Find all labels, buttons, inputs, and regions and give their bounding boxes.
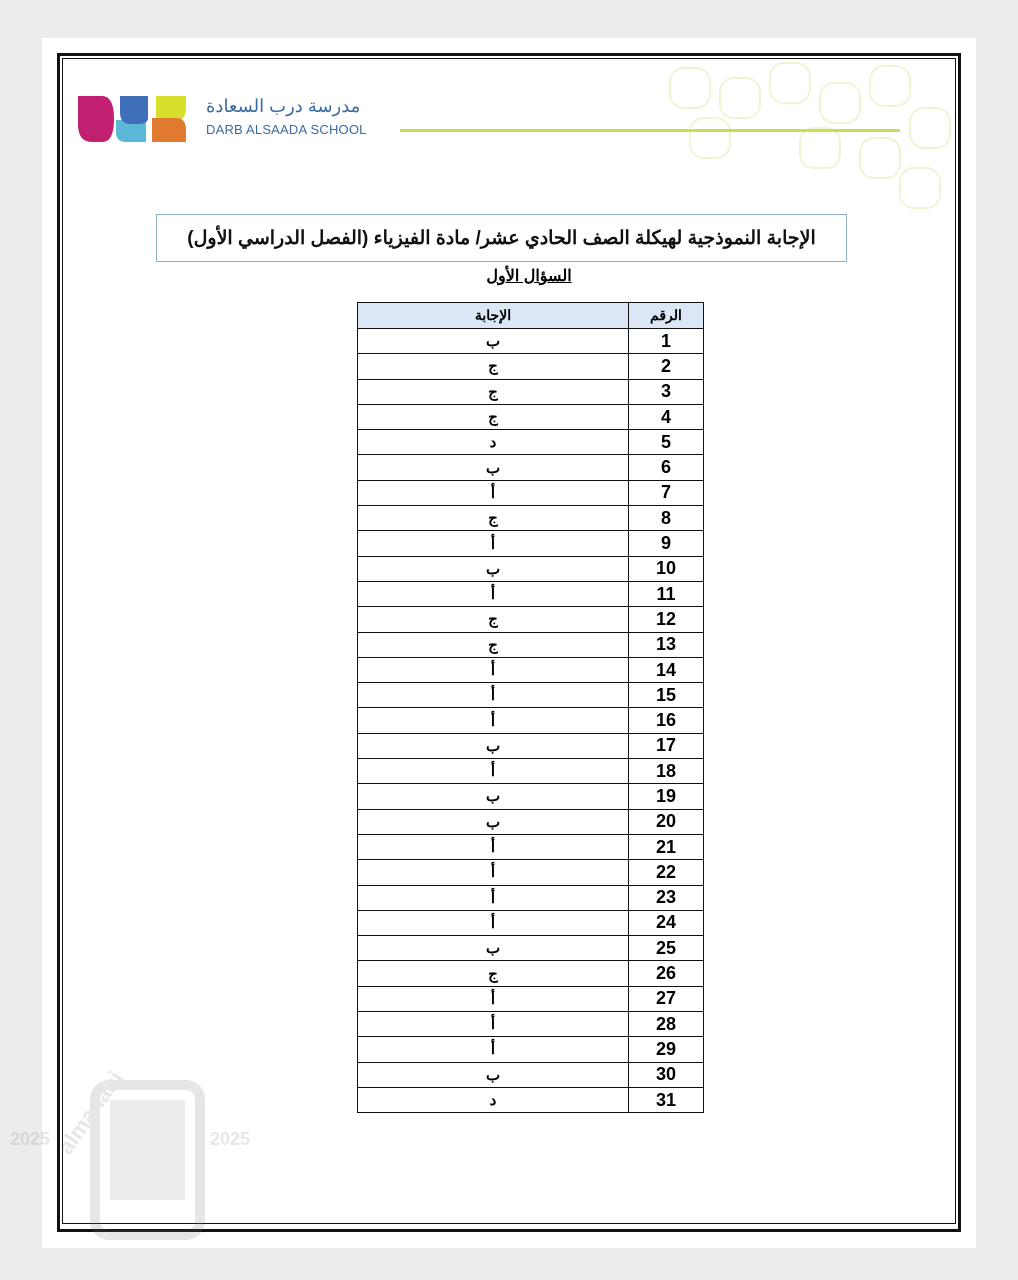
answer-table: [357, 302, 704, 1113]
answer-cell: أ: [358, 860, 629, 885]
answer-cell: أ: [358, 986, 629, 1011]
table-row: [358, 1012, 704, 1037]
table-row: [358, 759, 704, 784]
table-row: [358, 986, 704, 1011]
question-number: 29: [629, 1037, 704, 1062]
table-row: [358, 379, 704, 404]
question-number: 14: [629, 657, 704, 682]
question-number: 26: [629, 961, 704, 986]
answer-cell: أ: [358, 708, 629, 733]
table-row: [358, 885, 704, 910]
answer-cell: ب: [358, 936, 629, 961]
question-number: 11: [629, 581, 704, 606]
question-number: 18: [629, 759, 704, 784]
question-number: 10: [629, 556, 704, 581]
question-number: 6: [629, 455, 704, 480]
answer-cell: ج: [358, 354, 629, 379]
question-number: 21: [629, 834, 704, 859]
table-row: [358, 834, 704, 859]
table-row: [358, 683, 704, 708]
answer-cell: ب: [358, 733, 629, 758]
table-row: [358, 329, 704, 354]
answer-cell: ب: [358, 455, 629, 480]
question-number: 13: [629, 632, 704, 657]
answer-cell: أ: [358, 480, 629, 505]
table-row: [358, 910, 704, 935]
question-number: 9: [629, 531, 704, 556]
table-row: [358, 430, 704, 455]
question-number: 2: [629, 354, 704, 379]
question-number: 5: [629, 430, 704, 455]
question-number: 22: [629, 860, 704, 885]
question-number: 3: [629, 379, 704, 404]
question-number: 24: [629, 910, 704, 935]
question-number: 8: [629, 506, 704, 531]
answer-cell: ج: [358, 632, 629, 657]
question-number: 1: [629, 329, 704, 354]
question-number: 28: [629, 1012, 704, 1037]
question-number: 7: [629, 480, 704, 505]
answer-cell: ب: [358, 329, 629, 354]
table-row: [358, 936, 704, 961]
question-number: 25: [629, 936, 704, 961]
answer-cell: ج: [358, 379, 629, 404]
answer-cell: د: [358, 1087, 629, 1112]
question-number: 27: [629, 986, 704, 1011]
answer-cell: ج: [358, 607, 629, 632]
answer-cell: أ: [358, 683, 629, 708]
answer-cell: أ: [358, 910, 629, 935]
question-number: 31: [629, 1087, 704, 1112]
watermark: [10, 1020, 280, 1270]
answer-cell: أ: [358, 581, 629, 606]
question-number: 4: [629, 404, 704, 429]
header-divider: [400, 129, 900, 132]
answer-cell: ب: [358, 1062, 629, 1087]
table-row: [358, 809, 704, 834]
answer-cell: أ: [358, 1012, 629, 1037]
school-name-english: DARB ALSAADA SCHOOL: [206, 122, 367, 137]
answer-cell: ج: [358, 506, 629, 531]
column-header-answer: الإجابة: [358, 303, 629, 329]
document-title: الإجابة النموذجية لهيكلة الصف الحادي عشر/ مادة الفيزياء (الفصل الدراسي الأول): [156, 214, 847, 262]
table-row: [358, 632, 704, 657]
answer-cell: أ: [358, 531, 629, 556]
question-number: 17: [629, 733, 704, 758]
table-row: [358, 1062, 704, 1087]
svg-text:2025: 2025: [10, 1129, 51, 1149]
svg-text:2025: 2025: [210, 1129, 251, 1149]
question-number: 20: [629, 809, 704, 834]
answer-cell: د: [358, 430, 629, 455]
answer-cell: أ: [358, 1037, 629, 1062]
answer-cell: أ: [358, 885, 629, 910]
table-row: [358, 784, 704, 809]
decorative-pattern: [660, 58, 954, 218]
question-number: 19: [629, 784, 704, 809]
table-row: [358, 1037, 704, 1062]
question-number: 15: [629, 683, 704, 708]
table-row: [358, 404, 704, 429]
answer-cell: ب: [358, 809, 629, 834]
table-row: [358, 354, 704, 379]
answer-cell: أ: [358, 657, 629, 682]
svg-text:almanahj: almanahj: [52, 1066, 128, 1159]
table-row: [358, 708, 704, 733]
answer-cell: ب: [358, 784, 629, 809]
section-heading: السؤال الأول: [486, 268, 572, 285]
question-number: 23: [629, 885, 704, 910]
answer-cell: أ: [358, 834, 629, 859]
question-number: 16: [629, 708, 704, 733]
table-row: [358, 860, 704, 885]
table-row: [358, 581, 704, 606]
question-number: 12: [629, 607, 704, 632]
table-row: [358, 506, 704, 531]
column-header-number: الرقم: [629, 303, 704, 329]
question-number: 30: [629, 1062, 704, 1087]
table-row: [358, 733, 704, 758]
answer-cell: ج: [358, 404, 629, 429]
table-row: [358, 1087, 704, 1112]
school-logo: [76, 94, 188, 144]
table-row: [358, 556, 704, 581]
answer-cell: أ: [358, 759, 629, 784]
table-row: [358, 480, 704, 505]
table-row: [358, 961, 704, 986]
answer-cell: ب: [358, 556, 629, 581]
table-row: [358, 455, 704, 480]
table-row: [358, 657, 704, 682]
table-row: [358, 607, 704, 632]
table-row: [358, 531, 704, 556]
answer-cell: ج: [358, 961, 629, 986]
school-name-arabic: مدرسة درب السعادة: [206, 96, 361, 116]
